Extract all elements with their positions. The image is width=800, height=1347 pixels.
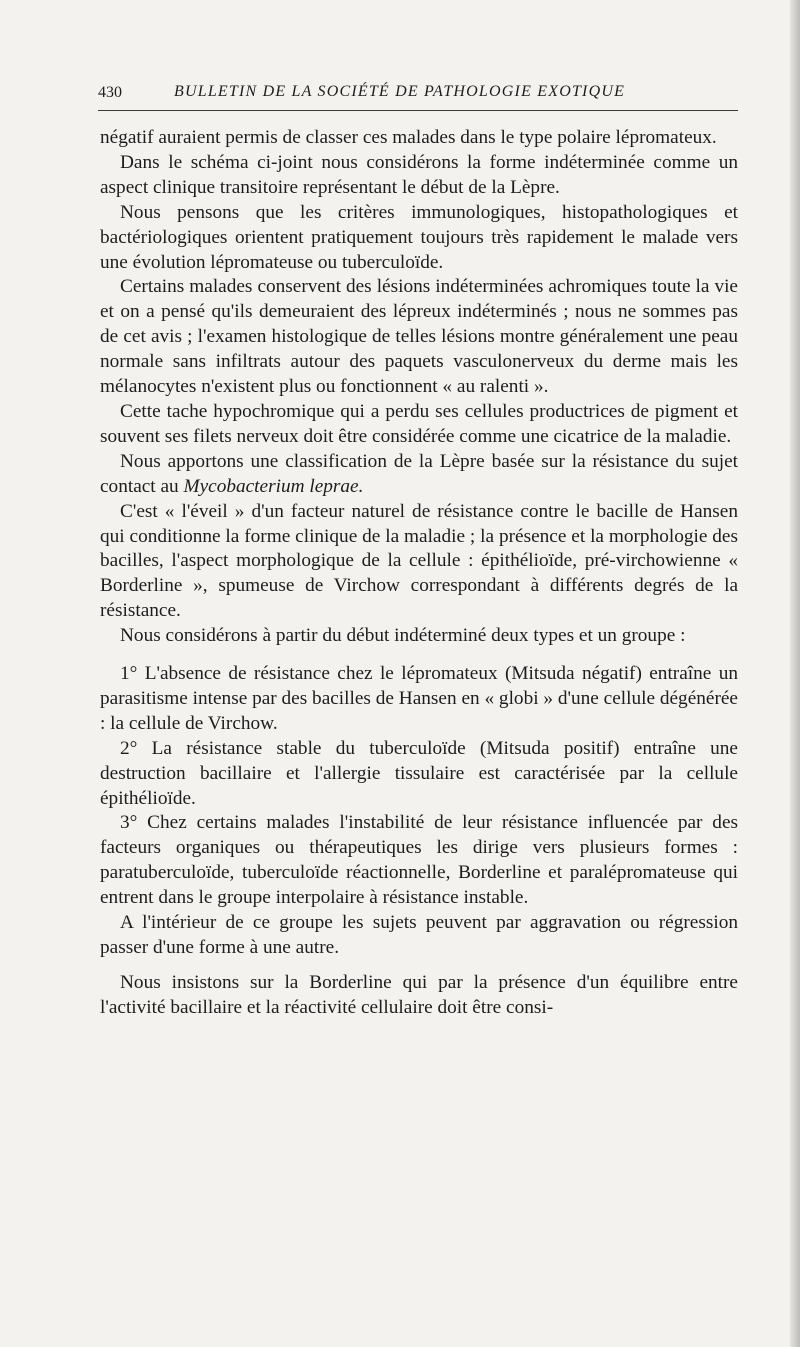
paragraph-6-text: Nous apportons une classification de la Lèpre basée sur la résistance du sujet contact au — [100, 450, 738, 497]
running-header — [98, 80, 738, 111]
list-item-3: 3° Chez certains malades l'instabilité de leur résistance influencée par des facteurs organiques ou thérapeutiques les dirige vers plusieurs formes : paratuberculoïde, tuberculoïde réactionnelle, Borderline et paralépromateuse qui entrent dans le groupe interpolaire à résistance instable. — [100, 812, 738, 909]
page-number: 430 — [98, 84, 122, 101]
paragraph-6 — [100, 450, 738, 500]
body-text — [100, 126, 738, 1021]
paragraph-5: Cette tache hypochromique qui a perdu ses cellules productrices de pigment et souvent ses filets nerveux doit être considérée comme une cicatrice de la maladie. — [100, 400, 738, 447]
paragraph-8: Nous considérons à partir du début indéterminé deux types et un groupe : — [120, 625, 686, 647]
running-title: BULLETIN DE LA SOCIÉTÉ DE PATHOLOGIE EXOTIQUE — [174, 83, 626, 100]
paragraph-3: Nous pensons que les critères immunologiques, histopathologiques et bactériologiques orientent pratiquement toujours très rapidement le malade vers une évolution lépromateuse ou tuberculoïde. — [100, 201, 738, 273]
paragraph-4: Certains malades conservent des lésions indéterminées achromiques toute la vie et on a pensé qu'ils demeuraient des lépreux indéterminés ; nous ne sommes pas de cet avis ; l'examen histologique de telles lésions montre généralement une peau normale sans infiltrats autour des paquets vasculonerveux du derme mais les mélanocytes n'existent plus ou fonctionnent « au ralenti ». — [100, 276, 738, 398]
paragraph-1: négatif auraient permis de classer ces malades dans le type polaire lépromateux. — [100, 127, 717, 148]
paragraph-10: Nous insistons sur la Borderline qui par la présence d'un équilibre entre l'activité bacillaire et la réactivité cellulaire doit être consi- — [100, 971, 738, 1018]
paragraph-7: C'est « l'éveil » d'un facteur naturel de résistance contre le bacille de Hansen qui conditionne la forme clinique de la maladie ; la présence et la morphologie des bacilles, l'aspect morphologique de la cellule : épithélioïde, pré-virchowienne « Borderline », spumeuse de Virchow correspondant à différents degrés de la résistance. — [100, 500, 738, 622]
list-item-2: 2° La résistance stable du tuberculoïde (Mitsuda positif) entraîne une destruction bacillaire et l'allergie tissulaire est caractérisée par la cellule épithélioïde. — [100, 737, 738, 809]
paragraph-9: A l'intérieur de ce groupe les sujets peuvent par aggravation ou régression passer d'une forme à une autre. — [100, 912, 738, 958]
species-name: Mycobacterium leprae. — [183, 475, 364, 497]
list-item-1: 1° L'absence de résistance chez le lépromateux (Mitsuda négatif) entraîne un parasitisme intense par des bacilles de Hansen en « globi » d'une cellule dégénérée : la cellule de Virchow. — [100, 663, 738, 734]
page-edge — [790, 0, 800, 1347]
paragraph-2: Dans le schéma ci-joint nous considérons la forme indéterminée comme un aspect clinique transitoire représentant le début de la Lèpre. — [100, 151, 738, 198]
